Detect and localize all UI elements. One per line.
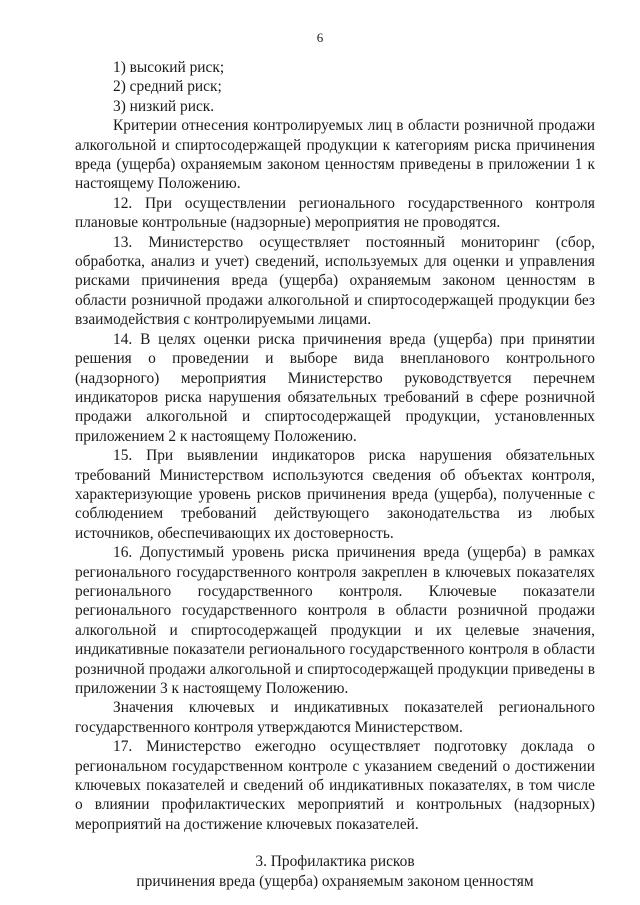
section-heading-line-1: 3. Профилактика рисков <box>255 853 415 871</box>
document-body <box>75 58 595 891</box>
paragraph-14: 14. В целях оценки риска причинения вреда (ущерба) при принятии решения о проведении и выборе вида внепланового контрольного (надзорного) мероприятия Министерство руководствуется перечнем индикаторов риска нарушения обязательных требований в сфере розничной продажи алкогольной и спиртосодержащей продукции, установленных приложением 2 к настоящему Положению. <box>75 330 595 445</box>
paragraph-13: 13. Министерство осуществляет постоянный мониторинг (сбор, обработка, анализ и учет) сведений, используемых для оценки и управления рисками причинения вреда (ущерба) охраняемым законом ценностям в области розничной продажи алкогольной и спиртосодержащей продукции без взаимодействия с контролируемыми лицами. <box>75 233 595 329</box>
paragraph-17: 17. Министерство ежегодно осуществляет подготовку доклада о региональном государственном контроле с указанием сведений о достижении ключевых показателей и сведений об индикативных показателях, в том числе о влиянии профилактических мероприятий и контрольных (надзорных) мероприятий на достижение ключевых показателей. <box>75 738 595 833</box>
paragraph-16: 16. Допустимый уровень риска причинения вреда (ущерба) в рамках регионального государственного контроля закреплен в ключевых показателях регионального государственного контроля. Ключевые показатели регионального государственного контроля в области розничной продажи алкогольной и спиртосодержащей продукции и их целевые значения, индикативные показатели регионального государственного контроля в области розничной продажи алкогольной и спиртосодержащей продукции приведены в приложении 3 к настоящему Положению. <box>75 544 595 697</box>
paragraph-risk-criteria: Критерии отнесения контролируемых лиц в области розничной продажи алкогольной и спиртосодержащей продукции к категориям риска причинения вреда (ущерба) охраняемым законом ценностям приведены в приложении 1 к настоящему Положению. <box>75 117 595 193</box>
paragraph-15: 15. При выявлении индикаторов риска нарушения обязательных требований Министерством используются сведения об объектах контроля, характеризующие уровень рисков причинения вреда (ущерба), полученные с соблюдением требований действующего законодательства из любых источников, обеспечивающих их достоверность. <box>75 447 595 542</box>
page-number: 6 <box>316 30 324 45</box>
list-item-risk-high: 1) высокий риск; <box>113 59 225 76</box>
list-item-risk-medium: 2) средний риск; <box>113 78 222 96</box>
paragraph-12: 12. При осуществлении регионального государственного контроля плановые контрольные (надзорные) мероприятия не проводятся. <box>75 194 595 232</box>
paragraph-indicator-values: Значения ключевых и индикативных показателей регионального государственного контроля утверждаются Министерством. <box>75 699 595 736</box>
section-heading-line-2: причинения вреда (ущерба) охраняемым законом ценностям <box>136 872 534 890</box>
section-heading <box>75 852 595 891</box>
list-item-risk-low: 3) низкий риск. <box>113 97 215 115</box>
